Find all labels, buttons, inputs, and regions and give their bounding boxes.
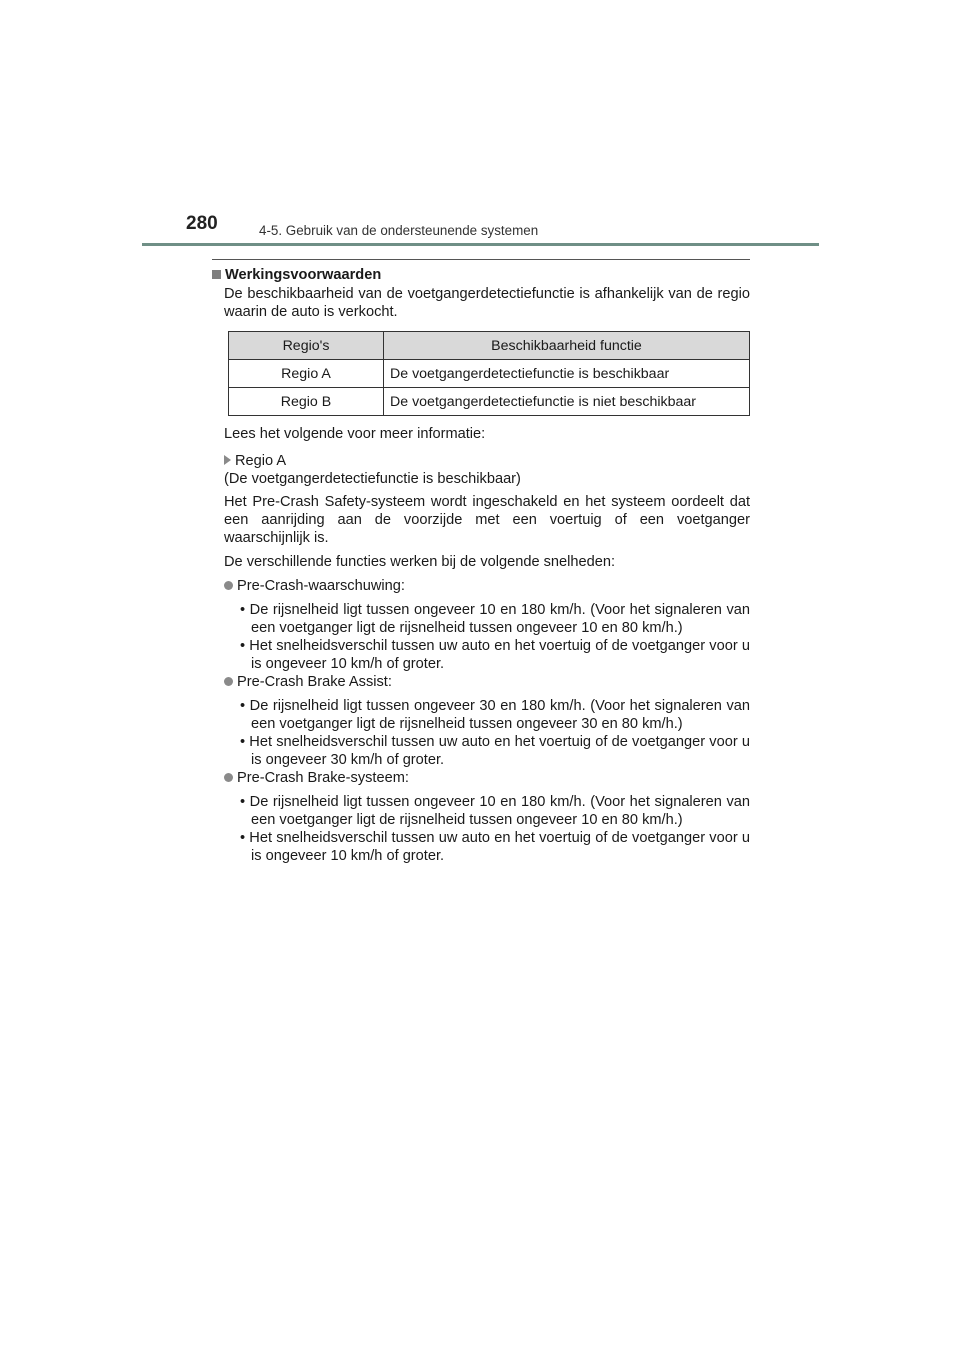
list-item: • Het snelheidsverschil tussen uw auto en het voertuig of de voetganger voor u is ongeveer 10 km/h of groter. — [240, 638, 750, 672]
section-heading — [212, 266, 750, 285]
function-label: Pre-Crash Brake-systeem: — [237, 770, 409, 786]
table-row — [229, 388, 750, 416]
function-label-line — [212, 577, 750, 595]
more-info-text: Lees het volgende voor meer informatie: — [224, 426, 486, 442]
table-cell: Regio B — [229, 388, 384, 416]
paragraph-speeds-intro: De verschillende functies werken bij de volgende snelheden: — [224, 554, 616, 570]
region-a-title: Regio A — [235, 453, 287, 469]
table-cell: Regio A — [229, 360, 384, 388]
table-cell: De voetgangerdetectiefunctie is beschikbaar — [384, 360, 750, 388]
table-cell: De voetgangerdetectiefunctie is niet beschikbaar — [384, 388, 750, 416]
section-heading-text: Werkingsvoorwaarden — [225, 267, 382, 283]
circle-bullet-icon — [224, 773, 233, 782]
circle-bullet-icon — [224, 677, 233, 686]
function-label-line — [212, 673, 750, 691]
circle-bullet-icon — [224, 581, 233, 590]
table-row — [229, 360, 750, 388]
page-number: 280 — [186, 213, 218, 234]
paragraph-system-activation: Het Pre-Crash Safety-systeem wordt ingeschakeld en het systeem oordeelt dat een aanrijding aan de voorzijde met een voertuig of een voetganger waarschijnlijk is. — [224, 494, 750, 546]
list-item: • De rijsnelheid ligt tussen ongeveer 30 en 180 km/h. (Voor het signaleren van een voetganger ligt de rijsnelheid tussen ongeveer 30 en 80 km/h.) — [240, 698, 750, 732]
chapter-title: 4-5. Gebruik van de ondersteunende systemen — [259, 223, 539, 238]
list-item: • De rijsnelheid ligt tussen ongeveer 10 en 180 km/h. (Voor het signaleren van een voetganger ligt de rijsnelheid tussen ongeveer 10 en 80 km/h.) — [240, 794, 750, 828]
region-availability-table — [228, 331, 750, 416]
region-a-subtitle: (De voetgangerdetectiefunctie is beschikbaar) — [224, 471, 521, 487]
table-header-row — [229, 332, 750, 360]
region-a-block — [212, 452, 750, 488]
function-label: Pre-Crash-waarschuwing: — [237, 578, 405, 594]
page-content — [212, 266, 750, 865]
function-item — [212, 769, 750, 865]
list-item: • Het snelheidsverschil tussen uw auto en het voertuig of de voetganger voor u is ongeveer 10 km/h of groter. — [240, 830, 750, 864]
section-rule — [212, 259, 750, 260]
function-item — [212, 577, 750, 673]
table-header-cell: Beschikbaarheid functie — [384, 332, 750, 360]
table-header-cell: Regio's — [229, 332, 384, 360]
function-item — [212, 673, 750, 769]
function-label: Pre-Crash Brake Assist: — [237, 674, 392, 690]
square-bullet-icon — [212, 270, 221, 279]
header-rule — [142, 243, 819, 246]
list-item: • Het snelheidsverschil tussen uw auto en het voertuig of de voetganger voor u is ongeveer 30 km/h of groter. — [240, 734, 750, 768]
function-list — [212, 577, 750, 865]
function-label-line — [212, 769, 750, 787]
section-intro: De beschikbaarheid van de voetgangerdetectiefunctie is afhankelijk van de regio waarin de auto is verkocht. — [224, 286, 750, 320]
list-item: • De rijsnelheid ligt tussen ongeveer 10 en 180 km/h. (Voor het signaleren van een voetganger ligt de rijsnelheid tussen ongeveer 10 en 80 km/h.) — [240, 602, 750, 636]
triangle-bullet-icon — [224, 455, 231, 465]
region-a-title-line — [224, 452, 750, 470]
